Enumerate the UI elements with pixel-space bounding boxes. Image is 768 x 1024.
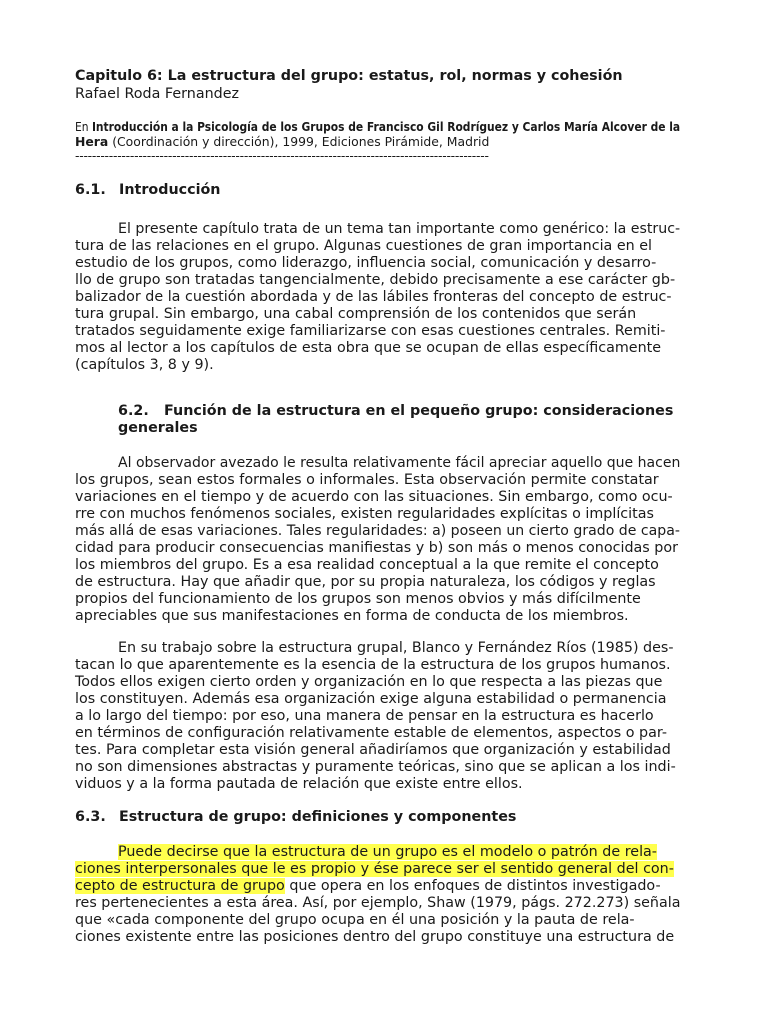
paragraph-line: El presente capítulo trata de un tema tan importante como genérico: la estruc- [118,221,681,237]
section-title: Función de la estructura en el pequeño grupo: consideraciones [164,403,674,419]
paragraph-line: ciones existente entre las posiciones dentro del grupo constituye una estructura de [75,929,675,945]
chapter-title: Capitulo 6: La estructura del grupo: estatus, rol, normas y cohesión [75,68,623,84]
paragraph-line: cidad para producir consecuencias manifiestas y b) son más o menos conocidas por [75,540,678,556]
paragraph-line: en términos de configuración relativamente estable de elementos, aspectos o par- [75,725,667,741]
paragraph-line: tura de las relaciones en el grupo. Algunas cuestiones de gran importancia en el [75,238,653,254]
section-heading-6-3 [75,809,517,826]
paragraph-line: balizador de la cuestión abordada y de las lábiles fronteras del concepto de estruc- [75,289,672,305]
paragraph-line: llo de grupo son tratadas tangencialmente, debido precisamente a ese carácter gb- [75,272,676,288]
section-number: 6.1. [75,182,106,198]
paragraph-line: Todos ellos exigen cierto orden y organización en lo que respecta a las piezas que [75,674,663,690]
paragraph-line: de estructura. Hay que añadir que, por su propia naturaleza, los códigos y reglas [75,574,656,590]
source-line-2 [75,134,489,149]
paragraph-line: los grupos, sean estos formales o informales. Esta observación permite constatar [75,472,659,488]
paragraph-line: propios del funcionamiento de los grupos son menos obvios y más difícilmente [75,591,641,607]
paragraph-line: tura grupal. Sin embargo, una cabal comprensión de los contenidos que serán [75,306,637,322]
section-title: Introducción [119,182,221,198]
paragraph-line: tratados seguidamente exige familiarizarse con esas cuestiones centrales. Remiti- [75,323,666,339]
paragraph-line [75,878,661,895]
paragraph-line: tacan lo que aparentemente es la esencia de la estructura de los grupos humanos. [75,657,671,673]
paragraph-line: los miembros del grupo. Es a esa realidad conceptual a la que remite el concepto [75,557,659,573]
paragraph-line: a lo largo del tiempo: por eso, una manera de pensar en la estructura es hacerlo [75,708,654,724]
paragraph-line: los constituyen. Además esa organización exige alguna estabilidad o permanencia [75,691,667,707]
paragraph-line: no son dimensiones abstractas y puramente teóricas, sino que se aplican a los indi- [75,759,676,775]
paragraph-line: viduos y a la forma pautada de relación que existe entre ellos. [75,776,523,792]
source-publication: (Coordinación y dirección), 1999, Ediciones Pirámide, Madrid [108,134,490,149]
paragraph-line [75,861,674,878]
source-book-title: Introducción a la Psicología de los Grupos de Francisco Gil Rodríguez y Carlos María Alcover de la [91,119,681,134]
paragraph-line: (capítulos 3, 8 y 9). [75,357,214,373]
highlighted-text: cepto de estructura de grupo [75,878,285,894]
highlighted-text: Puede decirse que la estructura de un grupo es el modelo o patrón de rela- [118,844,657,860]
section-title: Estructura de grupo: definiciones y componentes [119,809,517,825]
separator-line: -------------------------------------------------------------------------------------------------- [75,148,489,163]
source-prefix: En [75,119,92,134]
author-name: Rafael Roda Fernandez [75,86,240,102]
highlighted-text: ciones interpersonales que le es propio y ése parece ser el sentido general del con- [75,861,674,877]
paragraph-line: variaciones en el tiempo y de acuerdo con las situaciones. Sin embargo, como ocu- [75,489,673,505]
paragraph-line: apreciables que sus manifestaciones en forma de conducta de los miembros. [75,608,629,624]
paragraph-line [118,844,657,861]
source-line-1 [75,119,680,134]
paragraph-line: rre con muchos fenómenos sociales, existen regularidades explícitas o implícitas [75,506,654,522]
section-heading-6-2 [118,403,674,420]
section-title-continued: generales [118,420,198,436]
paragraph-text: que opera en los enfoques de distintos investigado- [284,878,661,894]
paragraph-line: estudio de los grupos, como liderazgo, influencia social, comunicación y desarro- [75,255,657,271]
paragraph-line: mos al lector a los capítulos de esta obra que se ocupan de ellas específicamente [75,340,662,356]
paragraph-line: Al observador avezado le resulta relativamente fácil apreciar aquello que hacen [118,455,681,471]
paragraph-line: tes. Para completar esta visión general añadiríamos que organización y estabilidad [75,742,671,758]
paragraph-line: más allá de esas variaciones. Tales regularidades: a) poseen un cierto grado de capa- [75,523,680,539]
source-book-title-end: Hera [75,134,109,149]
paragraph-line: que «cada componente del grupo ocupa en él una posición y la pauta de rela- [75,912,635,928]
section-number: 6.3. [75,809,106,825]
paragraph-line: res pertenecientes a esta área. Así, por ejemplo, Shaw (1979, págs. 272.273) señala [75,895,681,911]
paragraph-line: En su trabajo sobre la estructura grupal, Blanco y Fernández Ríos (1985) des- [118,640,674,656]
section-number: 6.2. [118,403,149,419]
section-heading-6-1 [75,182,221,199]
